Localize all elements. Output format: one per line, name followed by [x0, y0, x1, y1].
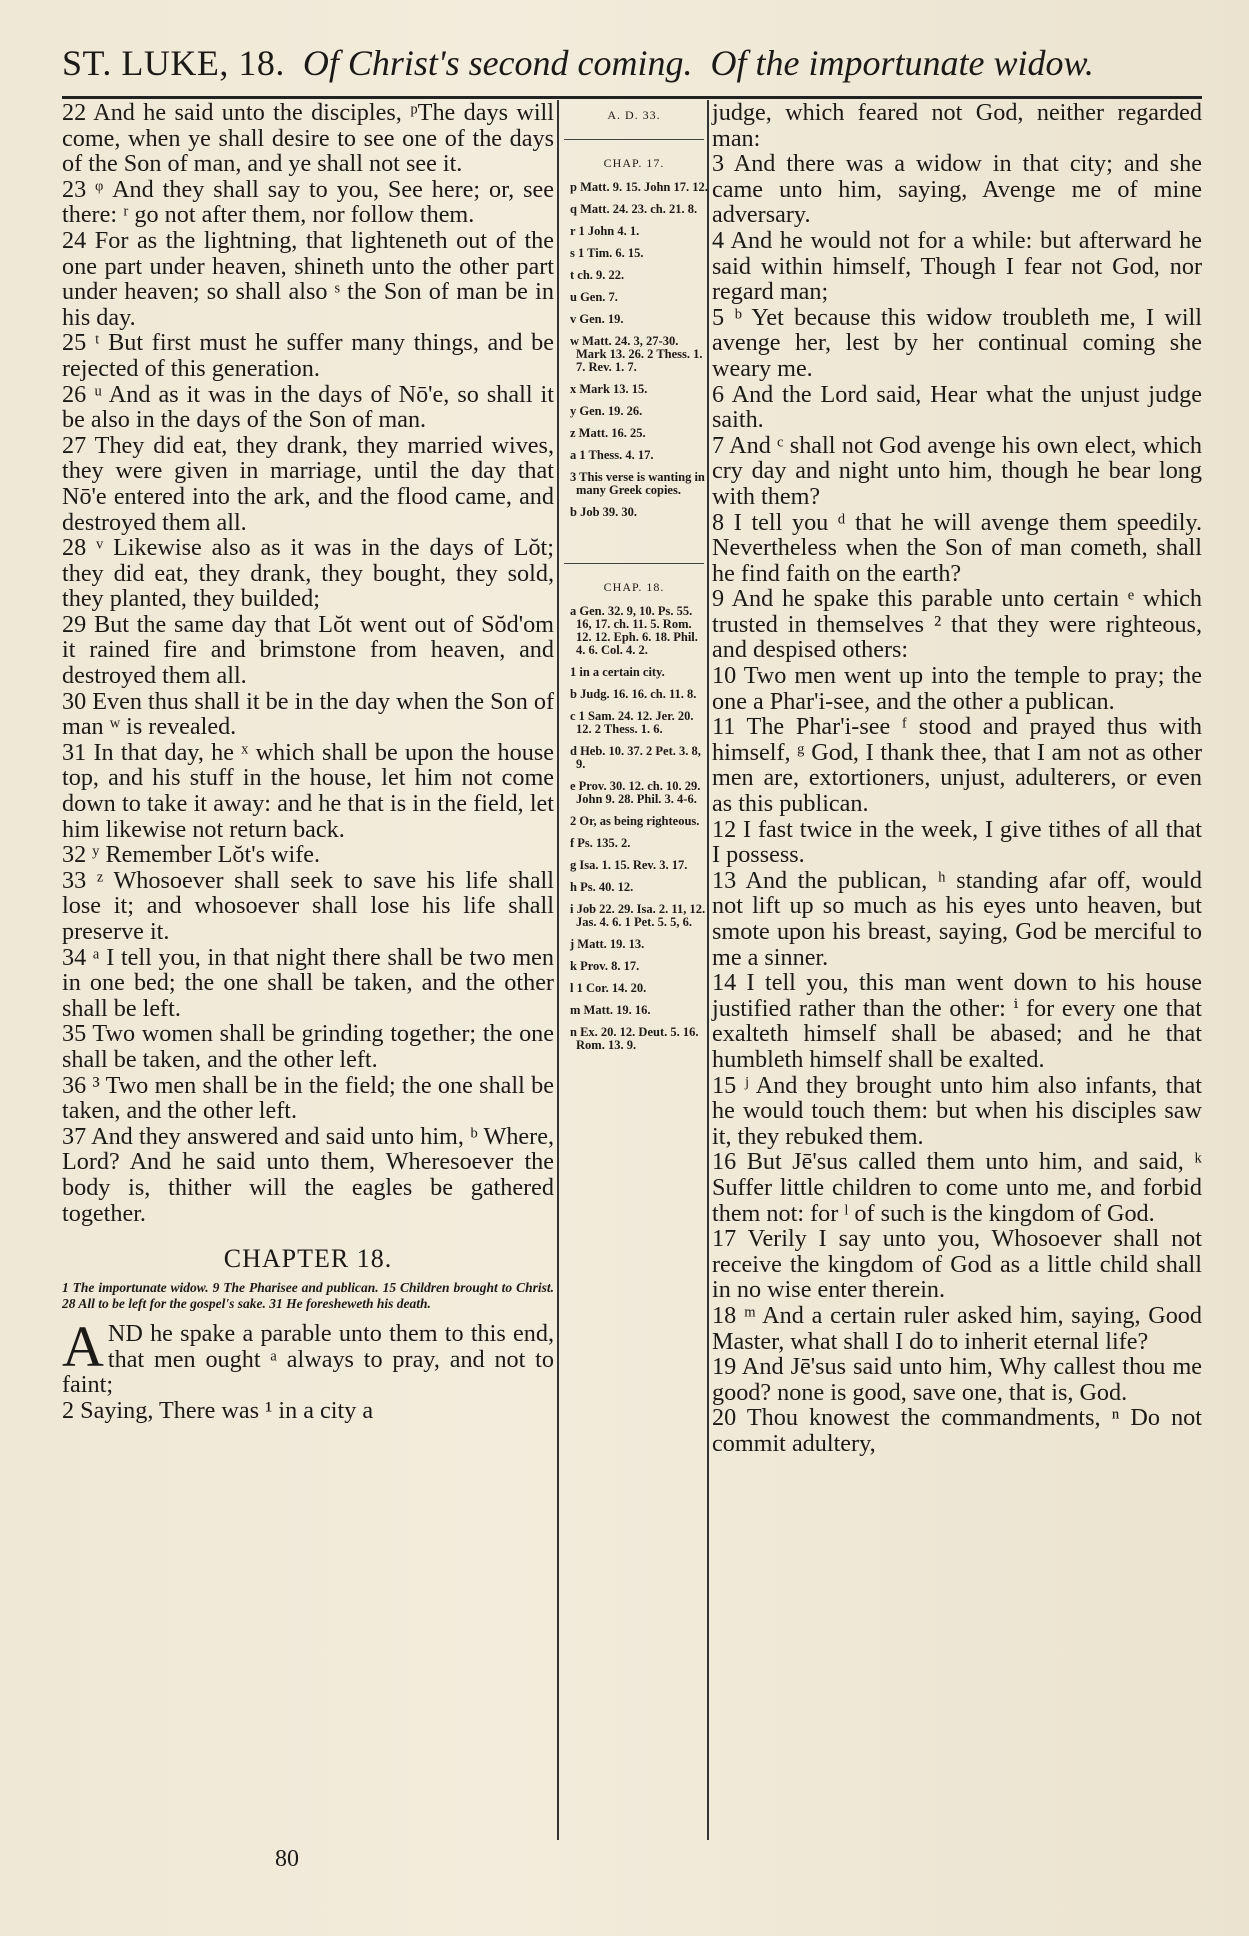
verse-22: 22 And he said unto the disciples, ᵖThe days will come, when ye shall desire to see one of the days of the Son of man, and ye shall not see it. [62, 99, 554, 178]
marginal-references [560, 100, 708, 1840]
verse-28: 28 ᵛ Likewise also as it was in the days of Lŏt; they did eat, they drank, they bought, they sold, they planted, they builded; [62, 534, 554, 613]
verse-5: 5 ᵇ Yet because this widow troubleth me, I will avenge her, lest by her continual coming she weary me. [712, 303, 1202, 382]
header-topic-right: Of the importunate widow. [710, 43, 1094, 83]
cross-reference: r 1 John 4. 1. [570, 224, 640, 238]
verse-17: 17 Verily I say unto you, Whosoever shall not receive the kingdom of God as a little child shall in no wise enter therein. [712, 1225, 1202, 1304]
verse-12: 12 I fast twice in the week, I give tithes of all that I possess. [712, 815, 1202, 869]
column-divider-left [557, 100, 559, 1840]
chapter-summary: 1 The importunate widow. 9 The Pharisee and publican. 15 Children brought to Christ. 28 All to be left for the gospel's sake. 31 He foresheweth his death. [62, 1280, 554, 1311]
cross-reference: p Matt. 9. 15. John 17. 12. [570, 180, 708, 194]
drop-cap: A [62, 1314, 104, 1380]
verse-27: 27 They did eat, they drank, they married wives, they were given in marriage, until the day that Nō'e entered into the ark, and the flood came, and destroyed them all. [62, 431, 554, 536]
verse-18: 18 ᵐ And a certain ruler asked him, saying, Good Master, what shall I do to inherit eternal life? [712, 1301, 1202, 1355]
right-text-column [712, 100, 1202, 1456]
verse-37: 37 And they answered and said unto him, ᵇ Where, Lord? And he said unto them, Wheresoever the body is, thither will the eagles be gathered together. [62, 1122, 554, 1227]
verse-35: 35 Two women shall be grinding together; the one shall be taken, and the other left. [62, 1020, 554, 1073]
verse-9: 9 And he spake this parable unto certain ᵉ which trusted in themselves ² that they were righteous, and despised others: [712, 585, 1202, 664]
marginal-note: 2 Or, as being righteous. [570, 814, 700, 828]
verse-33: 33 ᶻ Whosoever shall seek to save his life shall lose it; and whosoever shall lose his life shall preserve it. [62, 866, 554, 945]
margin-chapter-18: CHAP. 18. [603, 580, 665, 594]
chapter-18-verse-1 [62, 1314, 554, 1399]
verse-16: 16 But Jē'sus called them unto him, and said, ᵏ Suffer little children to come unto me, and forbid them not: for ˡ of such is the kingdom of God. [712, 1148, 1202, 1227]
verse-4: 4 And he would not for a while: but afterward he said within himself, Though I fear not God, nor regard man; [712, 226, 1202, 306]
cross-reference: q Matt. 24. 23. ch. 21. 8. [570, 202, 698, 216]
marginal-note: 1 in a certain city. [570, 665, 665, 679]
verse-10: 10 Two men went up into the temple to pray; the one a Phar'i-see, and the other a publican. [712, 662, 1202, 715]
marginal-note: 3 This verse is wanting in many Greek copies. [570, 470, 705, 497]
verse-34: 34 ᵃ I tell you, in that night there shall be two men in one bed; the one shall be taken, and the other shall be left. [62, 943, 554, 1022]
verse-26: 26 ᵘ And as it was in the days of Nō'e, so shall it be also in the days of the Son of man. [62, 380, 554, 434]
cross-reference: e Prov. 30. 12. ch. 10. 29. John 9. 28. Phil. 3. 4-6. [570, 779, 701, 806]
verse-1-text: ND he spake a parable unto them to this end, that men ought ᵃ always to pray, and not to faint; [62, 1320, 554, 1399]
running-header [62, 42, 1202, 98]
verse-15: 15 ʲ And they brought unto him also infants, that he would touch them: but when his disciples saw it, they rebuked them. [712, 1071, 1202, 1150]
verse-31: 31 In that day, he ˣ which shall be upon the house top, and his stuff in the house, let him not come down to take it away: and he that is in the field, let him likewise not return back. [62, 738, 554, 843]
chapter-18-verse-2: 2 Saying, There was ¹ in a city a [62, 1396, 374, 1424]
year-label: A. D. 33. [607, 108, 661, 122]
verse-29: 29 But the same day that Lŏt went out of Sŏd'om it rained fire and brimstone from heaven, and destroyed them all. [62, 610, 554, 690]
verse-36: 36 ³ Two men shall be in the field; the one shall be taken, and the other left. [62, 1071, 554, 1125]
verse-7: 7 And ᶜ shall not God avenge his own elect, which cry day and night unto him, though he bear long with them? [712, 431, 1202, 510]
cross-reference: s 1 Tim. 6. 15. [570, 246, 644, 260]
cross-reference: c 1 Sam. 24. 12. Jer. 20. 12. 2 Thess. 1. 6. [570, 709, 694, 736]
cross-reference: d Heb. 10. 37. 2 Pet. 3. 8, 9. [570, 744, 701, 771]
cross-reference: h Ps. 40. 12. [570, 880, 634, 894]
verse-14: 14 I tell you, this man went down to his house justified rather than the other: ⁱ for every one that exalteth himself shall be abased; and he that humbleth himself shall be exalted. [712, 969, 1202, 1073]
verse-11: 11 The Phar'i-see ᶠ stood and prayed thus with himself, ᵍ God, I thank thee, that I am not as other men are, extortioners, unjust, adulterers, or even as this publican. [712, 713, 1202, 818]
margin-rule [564, 139, 704, 140]
left-text-column [62, 100, 554, 1424]
margin-chapter-17: CHAP. 17. [603, 156, 665, 170]
verse-19: 19 And Jē'sus said unto him, Why callest thou me good? none is good, save one, that is, God. [712, 1353, 1202, 1406]
cross-reference: b Job 39. 30. [570, 505, 638, 519]
cross-reference: y Gen. 19. 26. [570, 404, 643, 418]
cross-reference: j Matt. 19. 13. [570, 937, 645, 951]
verse-2-cont: judge, which feared not God, neither regarded man: [712, 99, 1202, 152]
cross-reference: f Ps. 135. 2. [570, 836, 631, 850]
cross-reference: m Matt. 19. 16. [570, 1003, 651, 1017]
verse-20: 20 Thou knowest the commandments, ⁿ Do not commit adultery, [712, 1404, 1202, 1457]
cross-reference: l 1 Cor. 14. 20. [570, 981, 647, 995]
verse-25: 25 ᵗ But first must he suffer many things, and be rejected of this generation. [62, 329, 554, 382]
header-topic-left: Of Christ's second coming. [302, 43, 693, 83]
verse-3: 3 And there was a widow in that city; and she came unto him, saying, Avenge me of mine adversary. [712, 150, 1202, 229]
cross-reference: b Judg. 16. 16. ch. 11. 8. [570, 687, 697, 701]
cross-reference: v Gen. 19. [570, 312, 624, 326]
cross-reference: k Prov. 8. 17. [570, 959, 640, 973]
verse-6: 6 And the Lord said, Hear what the unjust judge saith. [712, 380, 1202, 434]
verse-32: 32 ʸ Remember Lŏt's wife. [62, 841, 321, 869]
cross-reference: w Matt. 24. 3, 27-30. Mark 13. 26. 2 Thess. 1. 7. Rev. 1. 7. [570, 334, 703, 374]
verse-24: 24 For as the lightning, that lighteneth out of the one part under heaven, shineth unto the other part under heaven; so shall also ˢ the Son of man be in his day. [62, 226, 554, 331]
margin-rule [564, 563, 704, 564]
verse-30: 30 Even thus shall it be in the day when the Son of man ʷ is revealed. [62, 687, 554, 741]
cross-reference: a Gen. 32. 9, 10. Ps. 55. 16, 17. ch. 11. 5. Rom. 12. 12. Eph. 6. 18. Phil. 4. 6. Col. 4. 2. [570, 604, 698, 657]
cross-reference: n Ex. 20. 12. Deut. 5. 16. Rom. 13. 9. [570, 1025, 699, 1052]
page-number: 80 [275, 1846, 299, 1872]
chapter-heading: CHAPTER 18. [223, 1244, 393, 1274]
cross-reference: x Mark 13. 15. [570, 382, 648, 396]
cross-reference: i Job 22. 29. Isa. 2. 11, 12. Jas. 4. 6. 1 Pet. 5. 5, 6. [570, 902, 706, 929]
cross-reference: t ch. 9. 22. [570, 268, 625, 282]
cross-reference: a 1 Thess. 4. 17. [570, 448, 654, 462]
book-chapter-label: ST. LUKE, 18. [62, 43, 285, 83]
verse-23: 23 ᵠ And they shall say to you, See here; or, see there: ʳ go not after them, nor follow them. [62, 175, 554, 229]
cross-reference: u Gen. 7. [570, 290, 618, 304]
verse-8: 8 I tell you ᵈ that he will avenge them speedily. Nevertheless when the Son of man cometh, shall he find faith on the earth? [712, 508, 1202, 587]
cross-reference: g Isa. 1. 15. Rev. 3. 17. [570, 858, 688, 872]
cross-reference: z Matt. 16. 25. [570, 426, 646, 440]
verse-13: 13 And the publican, ʰ standing afar off, would not lift up so much as his eyes unto heaven, but smote upon his breast, saying, God be merciful to me a sinner. [712, 866, 1202, 971]
